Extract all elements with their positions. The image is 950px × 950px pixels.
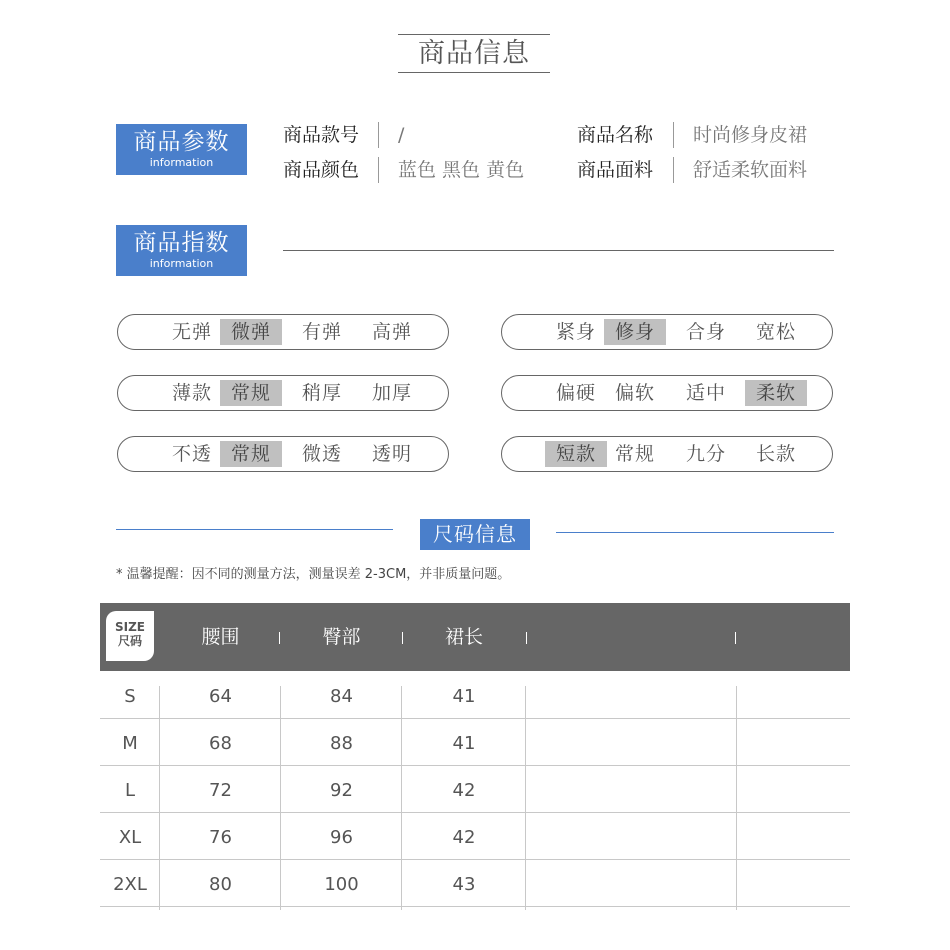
params-section-title: 商品参数 xyxy=(133,129,230,155)
index-pill xyxy=(117,375,449,411)
index-option-selected: 常规 xyxy=(220,380,282,406)
fabric-value: 舒适柔软面料 xyxy=(693,159,808,181)
index-pill xyxy=(501,314,833,350)
table-column-divider xyxy=(280,686,281,910)
index-option: 宽松 xyxy=(755,321,796,343)
index-option-selected: 常规 xyxy=(220,441,282,467)
index-option: 长款 xyxy=(755,443,796,465)
index-option: 有弹 xyxy=(301,321,342,343)
name-separator xyxy=(673,122,674,148)
size-section-label: 尺码信息 xyxy=(420,519,530,550)
cell-empty xyxy=(526,814,737,861)
index-section-label xyxy=(116,225,247,276)
index-option: 紧身 xyxy=(555,321,596,343)
index-option: 不透 xyxy=(171,443,212,465)
cell-length: 41 xyxy=(452,686,476,707)
index-option: 偏软 xyxy=(614,382,655,404)
cell-hip: 96 xyxy=(330,827,353,848)
index-option: 适中 xyxy=(685,382,726,404)
index-option-selected: 微弹 xyxy=(220,319,282,345)
cell-size: XL xyxy=(118,827,142,848)
index-section-subtitle: information xyxy=(149,257,214,270)
cell-waist: 68 xyxy=(209,733,232,754)
index-option: 九分 xyxy=(685,443,726,465)
index-option: 常规 xyxy=(614,443,655,465)
name-key: 商品名称 xyxy=(577,124,654,146)
cell-hip: 100 xyxy=(324,874,359,895)
index-option-selected: 柔软 xyxy=(745,380,807,406)
cell-empty xyxy=(737,861,850,908)
table-row-divider xyxy=(100,906,850,907)
fabric-key: 商品面料 xyxy=(577,159,654,181)
model-key: 商品款号 xyxy=(283,124,360,146)
index-pill xyxy=(117,436,449,472)
cell-empty xyxy=(737,720,850,767)
table-row-divider xyxy=(100,812,850,813)
table-column-divider xyxy=(401,686,402,910)
index-option: 透明 xyxy=(371,443,412,465)
model-value: / xyxy=(398,124,405,146)
table-row-divider xyxy=(100,765,850,766)
cell-hip: 84 xyxy=(330,686,353,707)
name-value: 时尚修身皮裙 xyxy=(693,124,808,146)
header-separator xyxy=(279,632,280,644)
cell-size: L xyxy=(124,780,136,801)
table-row-divider xyxy=(100,859,850,860)
index-option: 加厚 xyxy=(371,382,412,404)
model-separator xyxy=(378,122,379,148)
cell-empty xyxy=(737,814,850,861)
index-option-selected: 修身 xyxy=(604,319,666,345)
params-section-subtitle: information xyxy=(149,156,214,169)
cell-empty xyxy=(526,861,737,908)
cell-waist: 72 xyxy=(209,780,232,801)
index-pill xyxy=(501,375,833,411)
cell-length: 41 xyxy=(452,733,476,754)
table-column-divider xyxy=(159,686,160,910)
cell-empty xyxy=(526,720,737,767)
index-option-selected: 短款 xyxy=(545,441,607,467)
index-pill xyxy=(501,436,833,472)
table-column-divider xyxy=(736,686,737,910)
index-option: 薄款 xyxy=(171,382,212,404)
color-key: 商品颜色 xyxy=(283,159,360,181)
header-empty-2 xyxy=(737,603,850,671)
cell-empty xyxy=(737,673,850,720)
header-length: 裙长 xyxy=(444,626,483,648)
cell-empty xyxy=(526,673,737,720)
size-table-header xyxy=(100,603,850,671)
measurement-tip: * 温馨提醒：因不同的测量方法，测量误差 2-3CM，并非质量问题。 xyxy=(116,567,511,582)
index-option: 合身 xyxy=(685,321,726,343)
table-row-divider xyxy=(100,718,850,719)
color-separator xyxy=(378,157,379,183)
index-option: 稍厚 xyxy=(301,382,342,404)
index-option: 微透 xyxy=(301,443,342,465)
cell-size: S xyxy=(124,686,136,707)
table-column-divider xyxy=(525,686,526,910)
header-empty-1 xyxy=(526,603,737,671)
fabric-separator xyxy=(673,157,674,183)
size-rule-left xyxy=(116,529,393,530)
size-badge xyxy=(106,611,154,661)
cell-length: 43 xyxy=(452,874,476,895)
size-badge-en: SIZE xyxy=(114,620,145,634)
params-section-label xyxy=(116,124,247,175)
title-bottom-rule xyxy=(398,72,550,73)
index-section-title: 商品指数 xyxy=(133,230,230,256)
cell-size: M xyxy=(122,733,138,754)
index-section-rule xyxy=(283,250,834,251)
header-separator xyxy=(735,632,736,644)
title-top-rule xyxy=(398,34,550,35)
cell-length: 42 xyxy=(452,780,476,801)
index-pill xyxy=(117,314,449,350)
cell-empty xyxy=(526,767,737,814)
index-option: 高弹 xyxy=(371,321,412,343)
cell-size: 2XL xyxy=(113,874,147,895)
header-hip: 臀部 xyxy=(322,626,361,648)
color-value: 蓝色 黑色 黄色 xyxy=(398,159,525,181)
page-title: 商品信息 xyxy=(418,38,530,69)
size-badge-cn: 尺码 xyxy=(117,634,142,648)
cell-waist: 64 xyxy=(209,686,232,707)
cell-hip: 88 xyxy=(330,733,353,754)
cell-hip: 92 xyxy=(330,780,353,801)
cell-waist: 80 xyxy=(209,874,232,895)
size-rule-right xyxy=(556,532,834,533)
cell-empty xyxy=(737,767,850,814)
index-option: 偏硬 xyxy=(555,382,596,404)
cell-waist: 76 xyxy=(209,827,232,848)
header-waist: 腰围 xyxy=(201,626,240,648)
cell-length: 42 xyxy=(452,827,476,848)
index-option: 无弹 xyxy=(171,321,212,343)
